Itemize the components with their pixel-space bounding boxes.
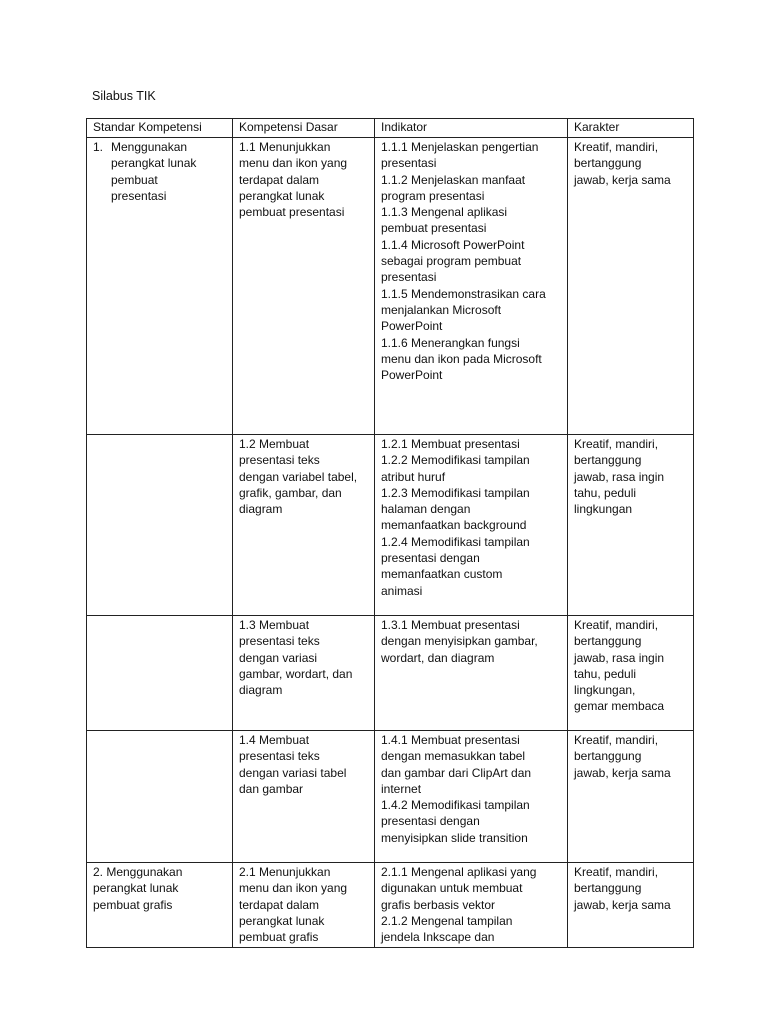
kar-line: tahu, peduli xyxy=(574,485,637,500)
cell-kompetensi-dasar xyxy=(233,138,375,435)
document-title: Silabus TIK xyxy=(92,89,156,103)
kar-line: Kreatif, mandiri, xyxy=(574,437,659,451)
table-row xyxy=(87,731,694,863)
ind-line: pembuat presentasi xyxy=(381,221,487,236)
syllabus-table xyxy=(86,118,694,948)
kar-line: Kreatif, mandiri, xyxy=(574,140,659,154)
ind-line: 1.2.3 Memodifikasi tampilan xyxy=(381,485,530,500)
kd-line: 1.4 Membuat xyxy=(239,733,310,747)
ind-line: presentasi dengan xyxy=(381,551,480,566)
ind-line: menyisipkan slide transition xyxy=(381,830,528,845)
header-indikator: Indikator xyxy=(375,119,568,138)
kd-line: diagram xyxy=(239,683,283,698)
cell-indikator xyxy=(375,616,568,731)
kd-line: terdapat dalam xyxy=(239,897,320,912)
kd-line: 1.1 Menunjukkan xyxy=(239,140,331,154)
ind-line: internet xyxy=(381,781,422,796)
ind-line: 1.4.2 Memodifikasi tampilan xyxy=(381,798,530,813)
kar-line: gemar membaca xyxy=(574,699,665,714)
kd-line: pembuat grafis xyxy=(239,930,319,945)
ind-line: memanfaatkan custom xyxy=(381,567,503,582)
table-row xyxy=(87,138,694,435)
table-row xyxy=(87,435,694,616)
ind-line: 1.2.2 Memodifikasi tampilan xyxy=(381,453,530,468)
ind-line: 1.1.4 Microsoft PowerPoint xyxy=(381,237,525,252)
sk-line: pembuat xyxy=(111,172,158,187)
cell-kompetensi-dasar xyxy=(233,616,375,731)
cell-indikator xyxy=(375,435,568,616)
cell-karakter xyxy=(568,863,694,948)
ind-line: halaman dengan xyxy=(381,502,471,517)
kd-line: grafik, gambar, dan xyxy=(239,485,342,500)
ind-line: jendela Inkscape dan xyxy=(381,930,495,945)
ind-line: 1.2.1 Membuat presentasi xyxy=(381,437,520,451)
sk-line: presentasi xyxy=(111,188,167,203)
ind-line: 1.4.1 Membuat presentasi xyxy=(381,733,520,747)
sk-number: 1. xyxy=(93,140,104,154)
ind-line: presentasi xyxy=(381,270,437,285)
ind-line: menu dan ikon pada Microsoft xyxy=(381,351,542,366)
kar-line: jawab, kerja sama xyxy=(574,172,671,187)
header-karakter: Karakter xyxy=(568,119,694,138)
ind-line: PowerPoint xyxy=(381,368,443,383)
kar-line: bertanggung xyxy=(574,881,642,896)
cell-indikator xyxy=(375,863,568,948)
table-row xyxy=(87,863,694,948)
table-header-row xyxy=(87,119,694,138)
kd-line: gambar, wordart, dan xyxy=(239,666,353,681)
kd-line: menu dan ikon yang xyxy=(239,881,348,896)
ind-line: presentasi xyxy=(381,156,437,171)
ind-line: 1.1.6 Menerangkan fungsi xyxy=(381,335,520,350)
sk-line: pembuat grafis xyxy=(93,897,173,912)
kd-line: perangkat lunak xyxy=(239,913,325,928)
kd-line: 1.3 Membuat xyxy=(239,618,310,632)
cell-karakter xyxy=(568,138,694,435)
cell-karakter xyxy=(568,616,694,731)
kd-line: 1.2 Membuat xyxy=(239,437,310,451)
kd-line: 2.1 Menunjukkan xyxy=(239,865,331,879)
kd-line: dan gambar xyxy=(239,781,304,796)
kd-line: presentasi teks xyxy=(239,634,320,649)
ind-line: 1.1.5 Mendemonstrasikan cara xyxy=(381,286,546,301)
ind-line: dengan menyisipkan gambar, xyxy=(381,634,538,649)
kar-line: lingkungan, xyxy=(574,683,636,698)
cell-karakter xyxy=(568,435,694,616)
cell-indikator xyxy=(375,138,568,435)
sk-line: perangkat lunak xyxy=(93,881,179,896)
ind-line: digunakan untuk membuat xyxy=(381,881,523,896)
kd-line: presentasi teks xyxy=(239,453,320,468)
header-standar-kompetensi: Standar Kompetensi xyxy=(87,119,233,138)
ind-line: 1.1.2 Menjelaskan manfaat xyxy=(381,172,526,187)
ind-line: memanfaatkan background xyxy=(381,518,527,533)
kar-line: jawab, rasa ingin xyxy=(574,469,665,484)
ind-line: 1.1.1 Menjelaskan pengertian xyxy=(381,140,539,154)
ind-line: program presentasi xyxy=(381,188,485,203)
cell-kompetensi-dasar xyxy=(233,863,375,948)
sk-line: 2. Menggunakan xyxy=(93,865,183,879)
kd-line: presentasi teks xyxy=(239,749,320,764)
cell-kompetensi-dasar xyxy=(233,435,375,616)
kar-line: bertanggung xyxy=(574,156,642,171)
cell-standar-kompetensi xyxy=(87,863,233,948)
kd-line: terdapat dalam xyxy=(239,172,320,187)
ind-line: 2.1.1 Mengenal aplikasi yang xyxy=(381,865,537,879)
ind-line: wordart, dan diagram xyxy=(381,650,495,665)
ind-line: 2.1.2 Mengenal tampilan xyxy=(381,913,513,928)
kar-line: Kreatif, mandiri, xyxy=(574,865,659,879)
cell-karakter xyxy=(568,731,694,863)
kd-line: diagram xyxy=(239,502,283,517)
kd-line: dengan variasi tabel xyxy=(239,765,347,780)
cell-standar-kompetensi-empty xyxy=(87,616,233,731)
kar-line: jawab, kerja sama xyxy=(574,897,671,912)
sk-line: Menggunakan xyxy=(111,140,188,154)
kar-line: jawab, kerja sama xyxy=(574,765,671,780)
ind-line: 1.1.3 Mengenal aplikasi xyxy=(381,205,508,220)
header-kompetensi-dasar: Kompetensi Dasar xyxy=(233,119,375,138)
kar-line: bertanggung xyxy=(574,749,642,764)
kd-line: menu dan ikon yang xyxy=(239,156,348,171)
ind-line: sebagai program pembuat xyxy=(381,254,522,269)
ind-line: dan gambar dari ClipArt dan xyxy=(381,765,532,780)
kar-line: jawab, rasa ingin xyxy=(574,650,665,665)
kd-line: dengan variabel tabel, xyxy=(239,469,358,484)
ind-line: dengan memasukkan tabel xyxy=(381,749,526,764)
ind-line: atribut huruf xyxy=(381,469,446,484)
cell-kompetensi-dasar xyxy=(233,731,375,863)
table-row xyxy=(87,616,694,731)
kd-line: dengan variasi xyxy=(239,650,318,665)
kar-line: bertanggung xyxy=(574,453,642,468)
kar-line: tahu, peduli xyxy=(574,666,637,681)
ind-line: menjalankan Microsoft xyxy=(381,302,502,317)
cell-standar-kompetensi-empty xyxy=(87,731,233,863)
ind-line: grafis berbasis vektor xyxy=(381,897,496,912)
kar-line: Kreatif, mandiri, xyxy=(574,733,659,747)
sk-line: perangkat lunak xyxy=(111,156,197,171)
ind-line: presentasi dengan xyxy=(381,814,480,829)
cell-standar-kompetensi-empty xyxy=(87,435,233,616)
ind-line: animasi xyxy=(381,583,423,598)
kar-line: bertanggung xyxy=(574,634,642,649)
ind-line: 1.2.4 Memodifikasi tampilan xyxy=(381,534,530,549)
cell-indikator xyxy=(375,731,568,863)
kd-line: perangkat lunak xyxy=(239,188,325,203)
ind-line: 1.3.1 Membuat presentasi xyxy=(381,618,520,632)
kd-line: pembuat presentasi xyxy=(239,205,345,220)
ind-line: PowerPoint xyxy=(381,319,443,334)
kar-line: lingkungan xyxy=(574,502,633,517)
kar-line: Kreatif, mandiri, xyxy=(574,618,659,632)
cell-standar-kompetensi xyxy=(87,138,233,435)
